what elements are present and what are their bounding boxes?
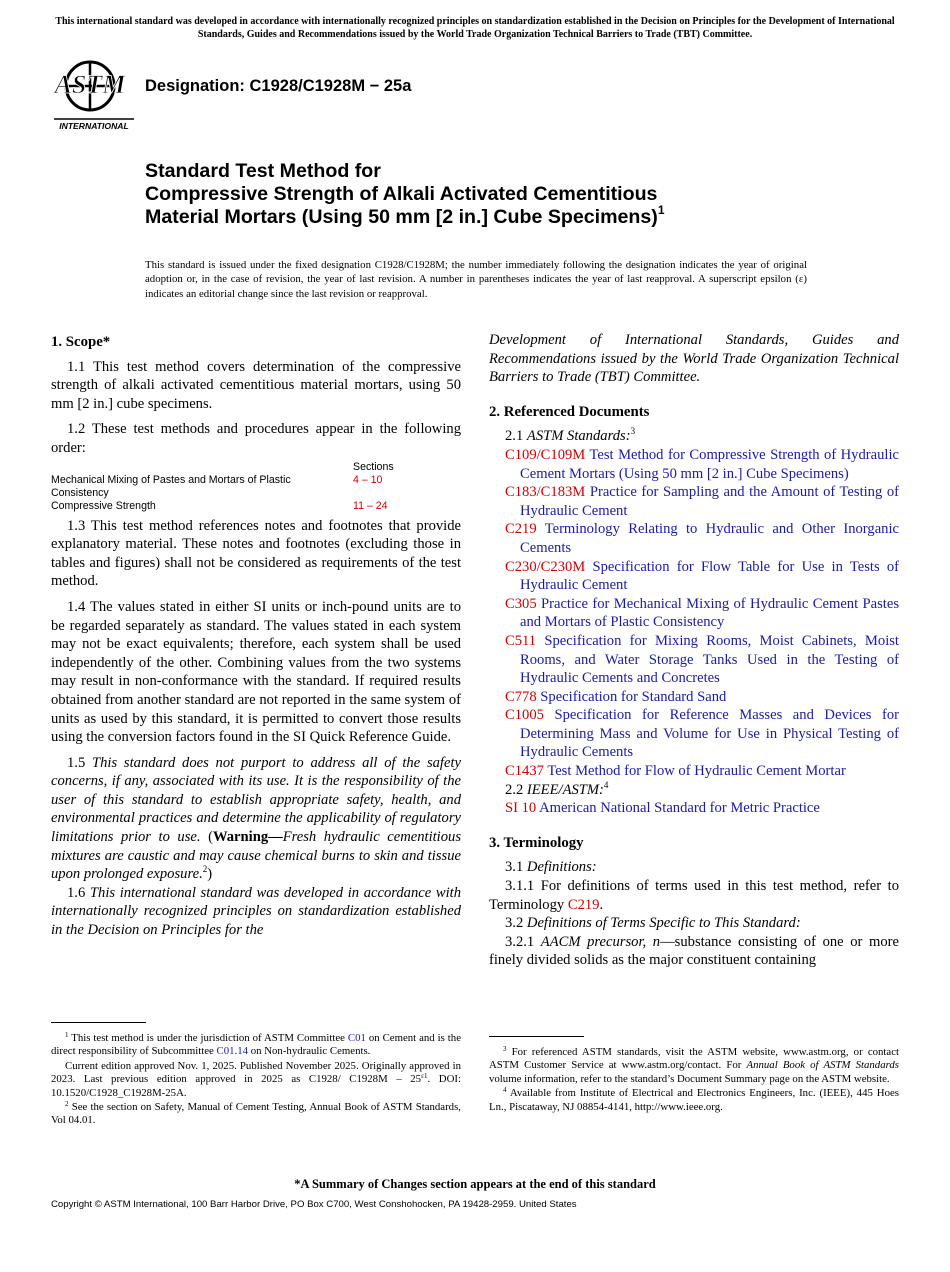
c219-link[interactable]: C219 xyxy=(567,896,600,913)
summary-of-changes-note: *A Summary of Changes section appears at the end of this standard xyxy=(294,1177,656,1191)
footnote-2: $^2$ See the section on Safety, Manual of Cement Testing, Annual Book of ASTM Standards, Vol 04.01. xyxy=(51,1100,461,1127)
title-line-3: Material Mortars (Using 50 mm [2 in.] Cube Specimens)$^1$ xyxy=(145,203,665,228)
footnote-rule-left xyxy=(51,1022,146,1023)
table-row xyxy=(51,500,461,513)
toc-sections-link[interactable]: 4 – 10 xyxy=(353,473,383,486)
top-notice: This international standard was developed in accordance with internationally recognized principles on standardization established in the Decision on Principles for the Development of International Standards, Guides and Recommendations issued by the World Trade Organization Technical Barriers to Trade (TBT) Committee. xyxy=(55,16,895,40)
copyright: Copyright © ASTM International, 100 Barr Harbor Drive, PO Box C700, West Conshohocken, PA 19428-2959. United States xyxy=(51,1199,577,1210)
toc-sections-link[interactable]: 11 – 24 xyxy=(353,499,388,512)
reference-item[interactable]: SI 10 American National Standard for Metric Practice xyxy=(505,800,820,817)
reference-item[interactable]: C219 Terminology Relating to Hydraulic and Other Inorganic Cements xyxy=(505,521,899,556)
document-title xyxy=(145,160,845,229)
para-1-4: 1.4 The values stated in either SI units or inch-pound units are to be regarded separately as standard. The values stated in each system may not be exact equivalents; therefore, each system shall be used independently of the other. Combining values from the two systems may result in non-conformance with the standard. If required results obtained from another standard are not reported in the same system of units as used by this standard, it is permitted to convert those results using the conversion factors found in the SI Quick Reference Guide. xyxy=(51,598,461,746)
ieee-astm-label: 2.2 IEEE/ASTM:$^4$ xyxy=(505,779,609,798)
sections-header: Sections xyxy=(353,460,394,473)
title-line-2: Compressive Strength of Alkali Activated Cementitious xyxy=(145,183,658,205)
astm-logo xyxy=(52,56,136,132)
para-3-1: 3.1 Definitions: xyxy=(505,859,597,876)
logo-wordmark: INTERNATIONAL xyxy=(59,121,129,131)
para-1-5: 1.5 This standard does not purport to address all of the safety concerns, if any, associated with its use. It is the responsibility of the user of this standard to establish appropriate safety, health, and environmental practices and determine the applicability of regulatory limitations prior to use. (Warning—Fresh hydraulic cementitious mixtures are caustic and may cause chemical burns to skin and tissue upon prolonged exposure.$^2$) xyxy=(51,754,462,883)
footnote-rule-right xyxy=(489,1036,584,1037)
reference-item[interactable]: C109/C109M Test Method for Compressive Strength of Hydraulic Cement Mortars (Using 50 mm [2 in.] Cube Specimens) xyxy=(505,446,899,482)
reference-item[interactable]: C183/C183M Practice for Sampling and the Amount of Testing of Hydraulic Cement xyxy=(505,484,899,519)
footnote-3: $^3$ For referenced ASTM standards, visit the ASTM website, www.astm.org, or contact ASTM Customer Service at www.astm.org/contact. For Annual Book of ASTM Standards volume information, refer to the standard’s Document Summary page on the ASTM website. xyxy=(489,1045,899,1085)
reference-item[interactable]: C1437 Test Method for Flow of Hydraulic Cement Mortar xyxy=(505,763,846,780)
astm-logo-icon xyxy=(52,56,136,132)
para-3-2: 3.2 Definitions of Terms Specific to This Standard: xyxy=(505,915,801,932)
designation: Designation: C1928/C1928M − 25a xyxy=(145,77,412,95)
astm-standards-label: 2.1 ASTM Standards:$^3$ xyxy=(505,426,636,445)
para-1-6: 1.6 This international standard was developed in accordance with internationally recognized principles on standardization established in the Decision on Principles for the xyxy=(51,884,462,939)
scope-heading: 1. Scope* xyxy=(51,334,111,350)
reference-item[interactable]: C511 Specification for Mixing Rooms, Moist Cabinets, Moist Rooms, and Water Storage Tanks Used in the Testing of Hydraulic Cements and Concretes xyxy=(505,632,899,687)
title-footnote-mark: 1 xyxy=(657,203,665,217)
para-1-1: 1.1 This test method covers determination of the compressive strength of alkali activated cementitious material mortars, using 50 mm [2 in.] cube specimens. xyxy=(51,358,461,412)
para-1-6-continued: Development of International Standards, Guides and Recommendations issued by the World Trade Organization Technical Barriers to Trade (TBT) Committee. xyxy=(489,332,899,386)
issued-note: This standard is issued under the fixed designation C1928/C1928M; the number immediately following the designation indicates the year of original adoption or, in the case of revision, the year of last revision. A number in parentheses indicates the year of last reapproval. A superscript epsilon (ε) indicates an editorial change since the last revision or reapproval. xyxy=(145,259,807,300)
footnotes-left xyxy=(51,1032,461,1129)
footnote-1: $^1$ This test method is under the jurisdiction of ASTM Committee C01 on Cement and is the direct responsibility of Subcommittee C01.14 on Non-hydraulic Cements. xyxy=(51,1031,461,1058)
referenced-heading: 2. Referenced Documents xyxy=(489,403,650,420)
reference-item[interactable]: C1005 Specification for Reference Masses and Devices for Determining Mass and Volume for Use in Physical Testing of Hydraulic Cements xyxy=(505,707,899,761)
terminology-heading: 3. Terminology xyxy=(489,834,584,851)
right-column xyxy=(489,331,899,970)
reference-item[interactable]: C778 Specification for Standard Sand xyxy=(505,688,727,705)
reference-item[interactable]: C230/C230M Specification for Flow Table for Use in Tests of Hydraulic Cement xyxy=(505,558,899,594)
toc-item: Compressive Strength xyxy=(51,499,156,512)
sections-table xyxy=(51,461,461,513)
para-3-2-1: 3.2.1 AACM precursor, n—substance consisting of one or more finely divided solids as the major constituent containing xyxy=(489,933,899,969)
para-1-2: 1.2 These test methods and procedures appear in the following order: xyxy=(51,421,461,456)
left-column xyxy=(51,331,461,940)
svg-text:ASTM: ASTM xyxy=(54,70,126,99)
c01-link[interactable]: C01 xyxy=(347,1032,366,1044)
footnotes-right xyxy=(489,1046,899,1115)
footnote-1-edition: Current edition approved Nov. 1, 2025. Published November 2025. Originally approved in 2023. Last previous edition approved in 2025 as C1928/ $C1928M - 25^{\varepsilon 1}$. DOI: 10.1520/C1928_C1928M-25A. xyxy=(51,1059,461,1099)
title-line-1: Standard Test Method for xyxy=(145,160,381,182)
toc-item: Mechanical Mixing of Pastes and Mortars of Plastic Consistency xyxy=(51,473,291,499)
para-3-1-1: 3.1.1 For definitions of terms used in this test method, refer to Terminology C219. xyxy=(489,878,899,913)
para-1-3: 1.3 This test method references notes and footnotes that provide explanatory material. These notes and footnotes (excluding those in tables and figures) shall not be considered as requirements of the test method. xyxy=(51,517,461,590)
footnote-4: $^4$ Available from Institute of Electrical and Electronics Engineers, Inc. (IEEE), 445 Hoes Ln., Piscataway, NJ 08854-4141, http://www.ieee.org. xyxy=(489,1086,899,1113)
table-row xyxy=(51,474,461,500)
reference-item[interactable]: C305 Practice for Mechanical Mixing of Hydraulic Cement Pastes and Mortars of Plastic Consistency xyxy=(505,595,899,631)
c01-14-link[interactable]: C01.14 xyxy=(216,1045,249,1058)
